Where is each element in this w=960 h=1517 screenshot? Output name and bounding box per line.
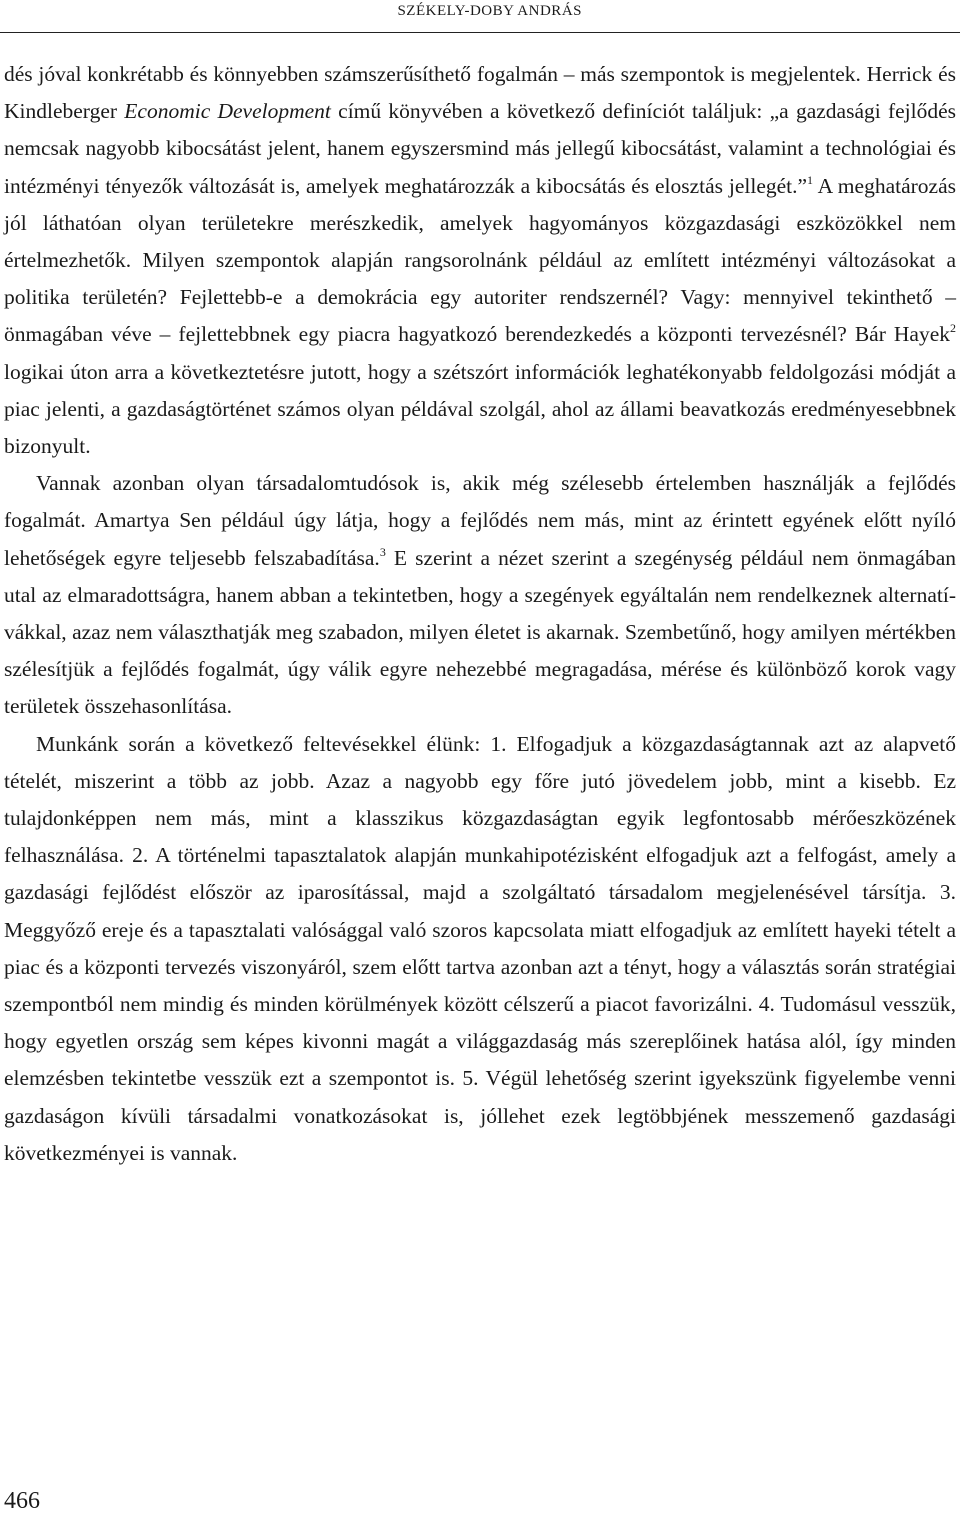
page-number: 466: [4, 1488, 40, 1514]
paragraph-1-text-c: A meghatározás jól láthatóan olyan területekre merészkedik, amelyek hagyományos közgazdasági eszközökkel nem értelmezhetők. Milyen szempontok alapján rangsorolnánk például az említett intézményi változásokat a politika területén? Fejlettebb-e a demokrácia egy autoriter rendszernél? Vagy: mennyivel tekinthető – önmagában véve – fejlettebbnek egy piacra hagyatkozó berendezkedés a központi tervezésnél? Bár Hayek: [4, 173, 956, 347]
paragraph-2: [4, 465, 956, 725]
running-head: SZÉKELY-DOBY ANDRÁS: [397, 3, 582, 19]
body-text: [4, 56, 956, 1172]
paragraph-1: [4, 56, 956, 465]
paragraph-1-text-b: című könyvében a következő definíciót találjuk: „a gazdasági fejlődés nemcsak nagyobb kibocsátást jelent, hanem egyszersmind más jellegű kibocsátást, valamint a technológiai és intézményi tényezők változását is, amelyek meghatározzák a kibocsátás és elosztás jellegét.”: [4, 99, 957, 198]
paragraph-1-text-a: dés jóval konkrétabb és könnyebben számszerűsíthető fogalmán – más szempontok is megjelentek. Herrick és Kindleberger: [4, 62, 956, 124]
footnote-ref-2[interactable]: 2: [950, 321, 956, 336]
paragraph-2-text-b: E szerint a nézet szerint a szegénység például nem önmagában utal az elmaradottságra, hanem abban a tekintetben, hogy a szegények egyáltalán nem rendelkeznek alternatívákkal, azaz nem választhatják meg szabadon, milyen életet is akarnak. Szembetűnő, hogy amilyen mértékben szélesítjük a fejlődés fogalmát, úgy válik egyre nehezebbé megragadása, mérése és különböző korok vagy területek összehasonlítása.: [4, 545, 957, 719]
footnote-ref-3[interactable]: 3: [379, 544, 386, 559]
paragraph-1-text-d: logikai úton arra a következtetésre jutott, hogy a szétszórt információk leghatékonyabb feldolgozási módját a piac jelenti, a gazdaságtörténet számos olyan példával szolgál, ahol az állami beavatkozás eredményesebbnek bizonyult.: [4, 359, 956, 459]
footnote-ref-1[interactable]: 1: [807, 172, 814, 187]
header-rule: [0, 32, 960, 33]
book-title: Economic Development: [124, 99, 331, 124]
paragraph-2-text-a: Vannak azonban olyan társadalomtudósok is, akik még szélesebb értelemben használják a fejlődés fogalmát. Amartya Sen például úgy látja, hogy a fejlődés nem más, mint az érintett egyének előtt nyíló lehetőségek egyre teljesebb felszabadítása.: [4, 471, 956, 570]
paragraph-3: Munkánk során a következő feltevésekkel élünk: 1. Elfogadjuk a közgazdaságtannak azt az alapvető tételét, miszerint a több az jobb. Azaz a nagyobb egy főre jutó jövedelem jobb, mint a kisebb. Ez tulajdonképpen nem más, mint a klasszikus közgazdaságtan egyik legfontosabb mérőeszközének felhasználása. 2. A történelmi tapasztalatok alapján munkahipotézisként elfogadjuk azt a felfogást, amely a gazdasági fejlődést először az iparosítással, majd a szolgáltató társadalom megjelenésével társítja. 3. Meggyőző ereje és a tapasztalati valósággal való szoros kapcsolata miatt elfogadjuk az említett hayeki tételt a piac és a központi tervezés viszonyáról, szem előtt tartva azonban azt a tényt, hogy a választás során stratégiai szempontból nem mindig és minden körülmények között célszerű a piacot favorizálni. 4. Tudomásul vesszük, hogy egyetlen ország sem képes kivonni magát a világgazdaság más szereplőinek hatása alól, így minden elemzésben tekintetbe vesszük ezt a szempontot is. 5. Végül lehetőség szerint igyekszünk figyelembe venni gazdaságon kívüli társadalmi vonatkozásokat is, jóllehet ezek legtöbbjének messzemenő gazdasági következményei is vannak.: [4, 731, 956, 1165]
